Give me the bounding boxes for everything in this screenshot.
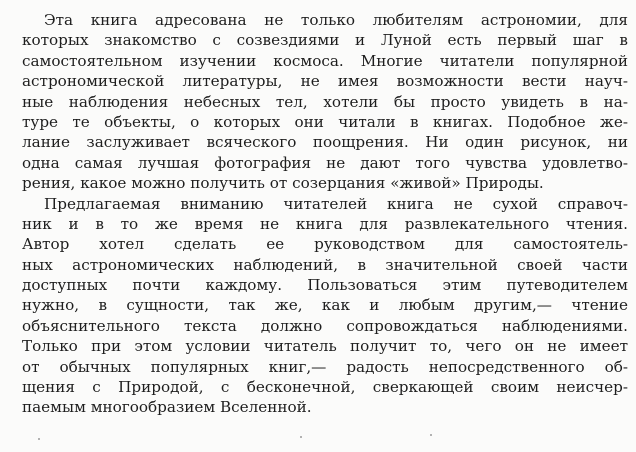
text-line: ник и в то же время не книга для развлекательного чтения. bbox=[22, 214, 628, 233]
text-line: объяснительного текста должно сопровождаться наблюдениями. bbox=[22, 316, 628, 335]
text-line: которых знакомство с созвездиями и Луной есть первый шаг в bbox=[22, 31, 628, 50]
text-line: рения, какое можно получить от созерцания «живой» Природы. bbox=[22, 174, 544, 193]
text-line: от обычных популярных книг,— радость непосредственного об- bbox=[22, 357, 628, 376]
text-line: Эта книга адресована не только любителям астрономии, для bbox=[44, 11, 628, 29]
text-line: лание заслуживает всяческого поощрения. Ни один рисунок, ни bbox=[22, 133, 628, 152]
scan-speck bbox=[300, 436, 302, 438]
text-line: самостоятельном изучении космоса. Многие читатели популярной bbox=[22, 51, 628, 70]
body-text bbox=[22, 10, 628, 418]
text-line: одна самая лучшая фотография не дают того чувства удовлетво- bbox=[22, 153, 628, 172]
text-line: астрономической литературы, не имея возможности вести науч- bbox=[22, 72, 628, 91]
text-line: туре те объекты, о которых они читали в книгах. Подобное же- bbox=[22, 112, 628, 131]
paragraph-2 bbox=[22, 194, 628, 418]
scan-speck bbox=[430, 434, 432, 436]
text-line: доступных почти каждому. Пользоваться этим путеводителем bbox=[22, 276, 628, 295]
text-line: Автор хотел сделать ее руководством для самостоятель- bbox=[22, 235, 628, 254]
text-line: нужно, в сущности, так же, как и любым другим,— чтение bbox=[22, 296, 628, 315]
scan-speck bbox=[38, 438, 40, 440]
text-line: ные наблюдения небесных тел, хотели бы просто увидеть в на- bbox=[22, 92, 628, 111]
text-line: Предлагаемая вниманию читателей книга не сухой справоч- bbox=[44, 194, 628, 213]
text-line: щения с Природой, с бесконечной, сверкающей своим неисчер- bbox=[22, 378, 628, 397]
text-line: ных астрономических наблюдений, в значительной своей части bbox=[22, 255, 628, 274]
text-line: Только при этом условии читатель получит то, чего он не имеет bbox=[22, 337, 628, 356]
paragraph-1 bbox=[22, 10, 628, 194]
text-line: паемым многообразием Вселенной. bbox=[22, 398, 312, 417]
